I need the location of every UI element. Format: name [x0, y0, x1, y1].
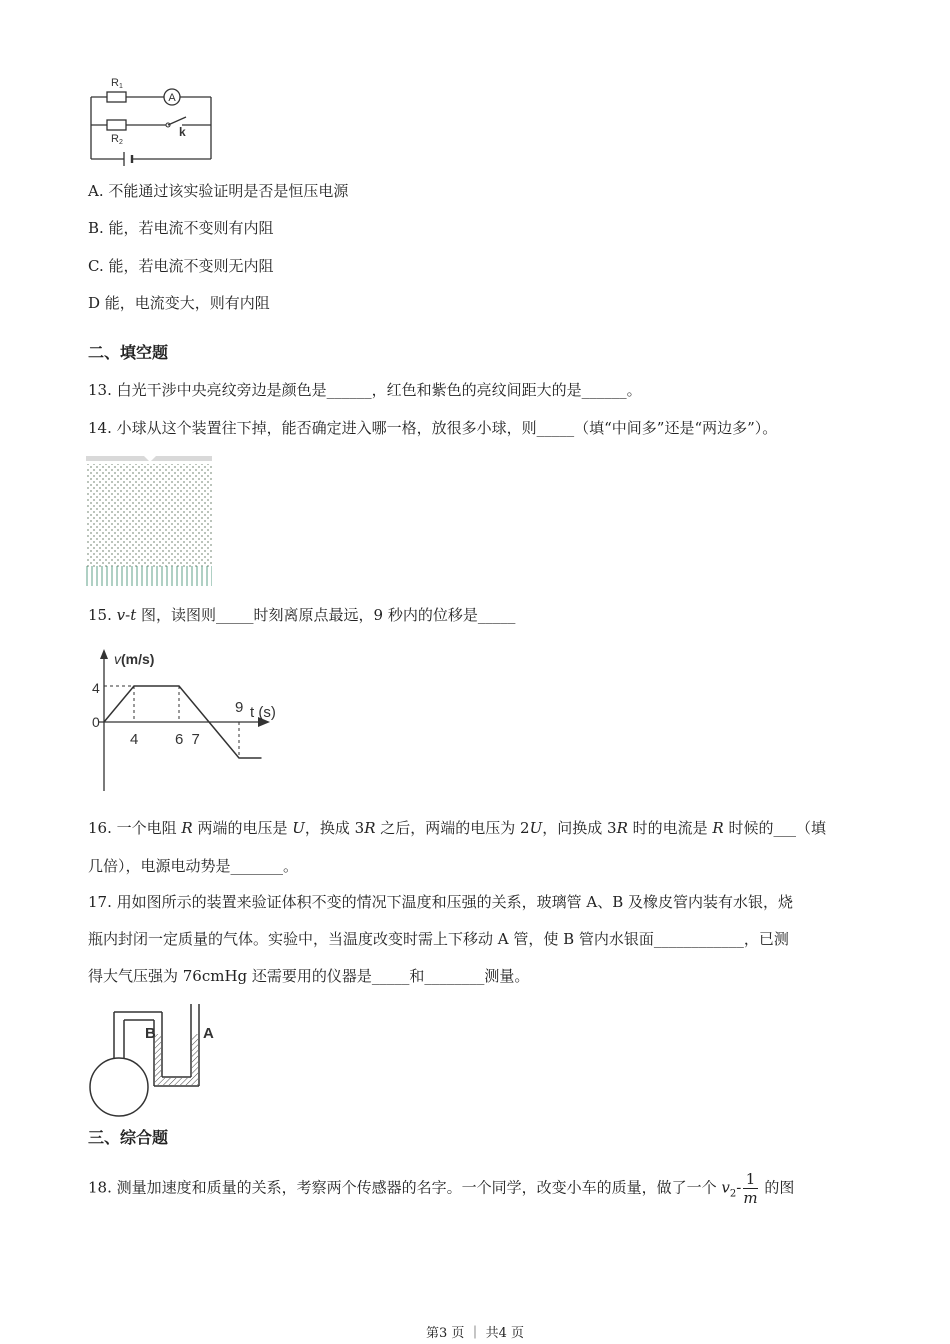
question-15: 15. v-t 图，读图则_____时刻离原点最远，9 秒内的位移是_____: [88, 606, 516, 624]
section-2-title: 二、填空题: [88, 343, 169, 362]
x-tick-6: 6: [175, 731, 184, 748]
origin-label: 0: [92, 714, 100, 730]
flask-apparatus: [86, 998, 226, 1128]
fraction: $\frac{1}{m}$: [743, 1170, 758, 1207]
label-b: B: [145, 1025, 156, 1042]
question-18: 18. 测量加速度和质量的关系，考察两个传感器的名字。一个同学，改变小车的质量，做了一个 $v_2-$ $\frac{1}{m}$ 的图: [88, 1170, 795, 1207]
y-axis-label: v(m/s): [114, 651, 155, 667]
y-axis-arrow: [100, 649, 108, 659]
r1-label: R1: [111, 77, 123, 90]
option-d: D 能，电流变大，则有内阻: [88, 294, 270, 312]
page-footer: 第3 页 ｜ 共4 页: [425, 1326, 525, 1341]
question-14: 14. 小球从这个装置往下掉，能否确定进入哪一格，放很多小球，则_____（填“中间多”还是“两边多”）。: [88, 419, 778, 437]
question-13: 13. 白光干涉中央亮纹旁边是颜色是______，红色和紫色的亮纹间距大的是______。: [88, 381, 642, 399]
resistor-r2: [107, 120, 126, 130]
mercury-bottom: [161, 1078, 192, 1085]
flask: [90, 1058, 148, 1116]
option-b: B. 能，若电流不变则有内阻: [88, 219, 274, 237]
x-tick-4: 4: [130, 731, 139, 748]
galton-board-image: [86, 456, 214, 586]
switch-label: k: [179, 125, 186, 139]
vt-chart: [88, 645, 298, 795]
section-3-title: 三、综合题: [88, 1128, 169, 1147]
mercury-b: [155, 1034, 161, 1085]
option-c: C. 能，若电流不变则无内阻: [88, 257, 274, 275]
r2-label: R2: [111, 133, 123, 146]
x-axis-label: t (s): [250, 704, 276, 721]
circuit-diagram: [86, 70, 216, 166]
x-tick-7: 7: [191, 731, 200, 748]
x-tick-9: 9: [235, 699, 244, 716]
mercury-a: [192, 1034, 198, 1085]
option-a: A. 不能通过该实验证明是否是恒压电源: [88, 182, 349, 200]
label-a: A: [203, 1025, 214, 1042]
y-tick-4: 4: [92, 680, 100, 696]
battery-icon: [124, 152, 132, 166]
question-16-line-2: 几倍），电源电动势是_______。: [88, 857, 299, 875]
question-17-line-3: 得大气压强为 76cmHg 还需要用的仪器是_____和________测量。: [88, 967, 530, 985]
question-17-line-1: 17. 用如图所示的装置来验证体积不变的情况下温度和压强的关系，玻璃管 A、B 及橡皮管内装有水银，烧: [88, 893, 794, 911]
ammeter-label: A: [168, 92, 176, 104]
question-17-line-2: 瓶内封闭一定质量的气体。实验中，当温度改变时需上下移动 A 管，使 B 管内水银面____________，已测: [88, 930, 789, 948]
resistor-r1: [107, 92, 126, 102]
question-16-line-1: 16. 一个电阻 R 两端的电压是 U，换成 3R 之后，两端的电压为 2U，问换成 3R 时的电流是 R 时候的___（填: [88, 819, 826, 837]
